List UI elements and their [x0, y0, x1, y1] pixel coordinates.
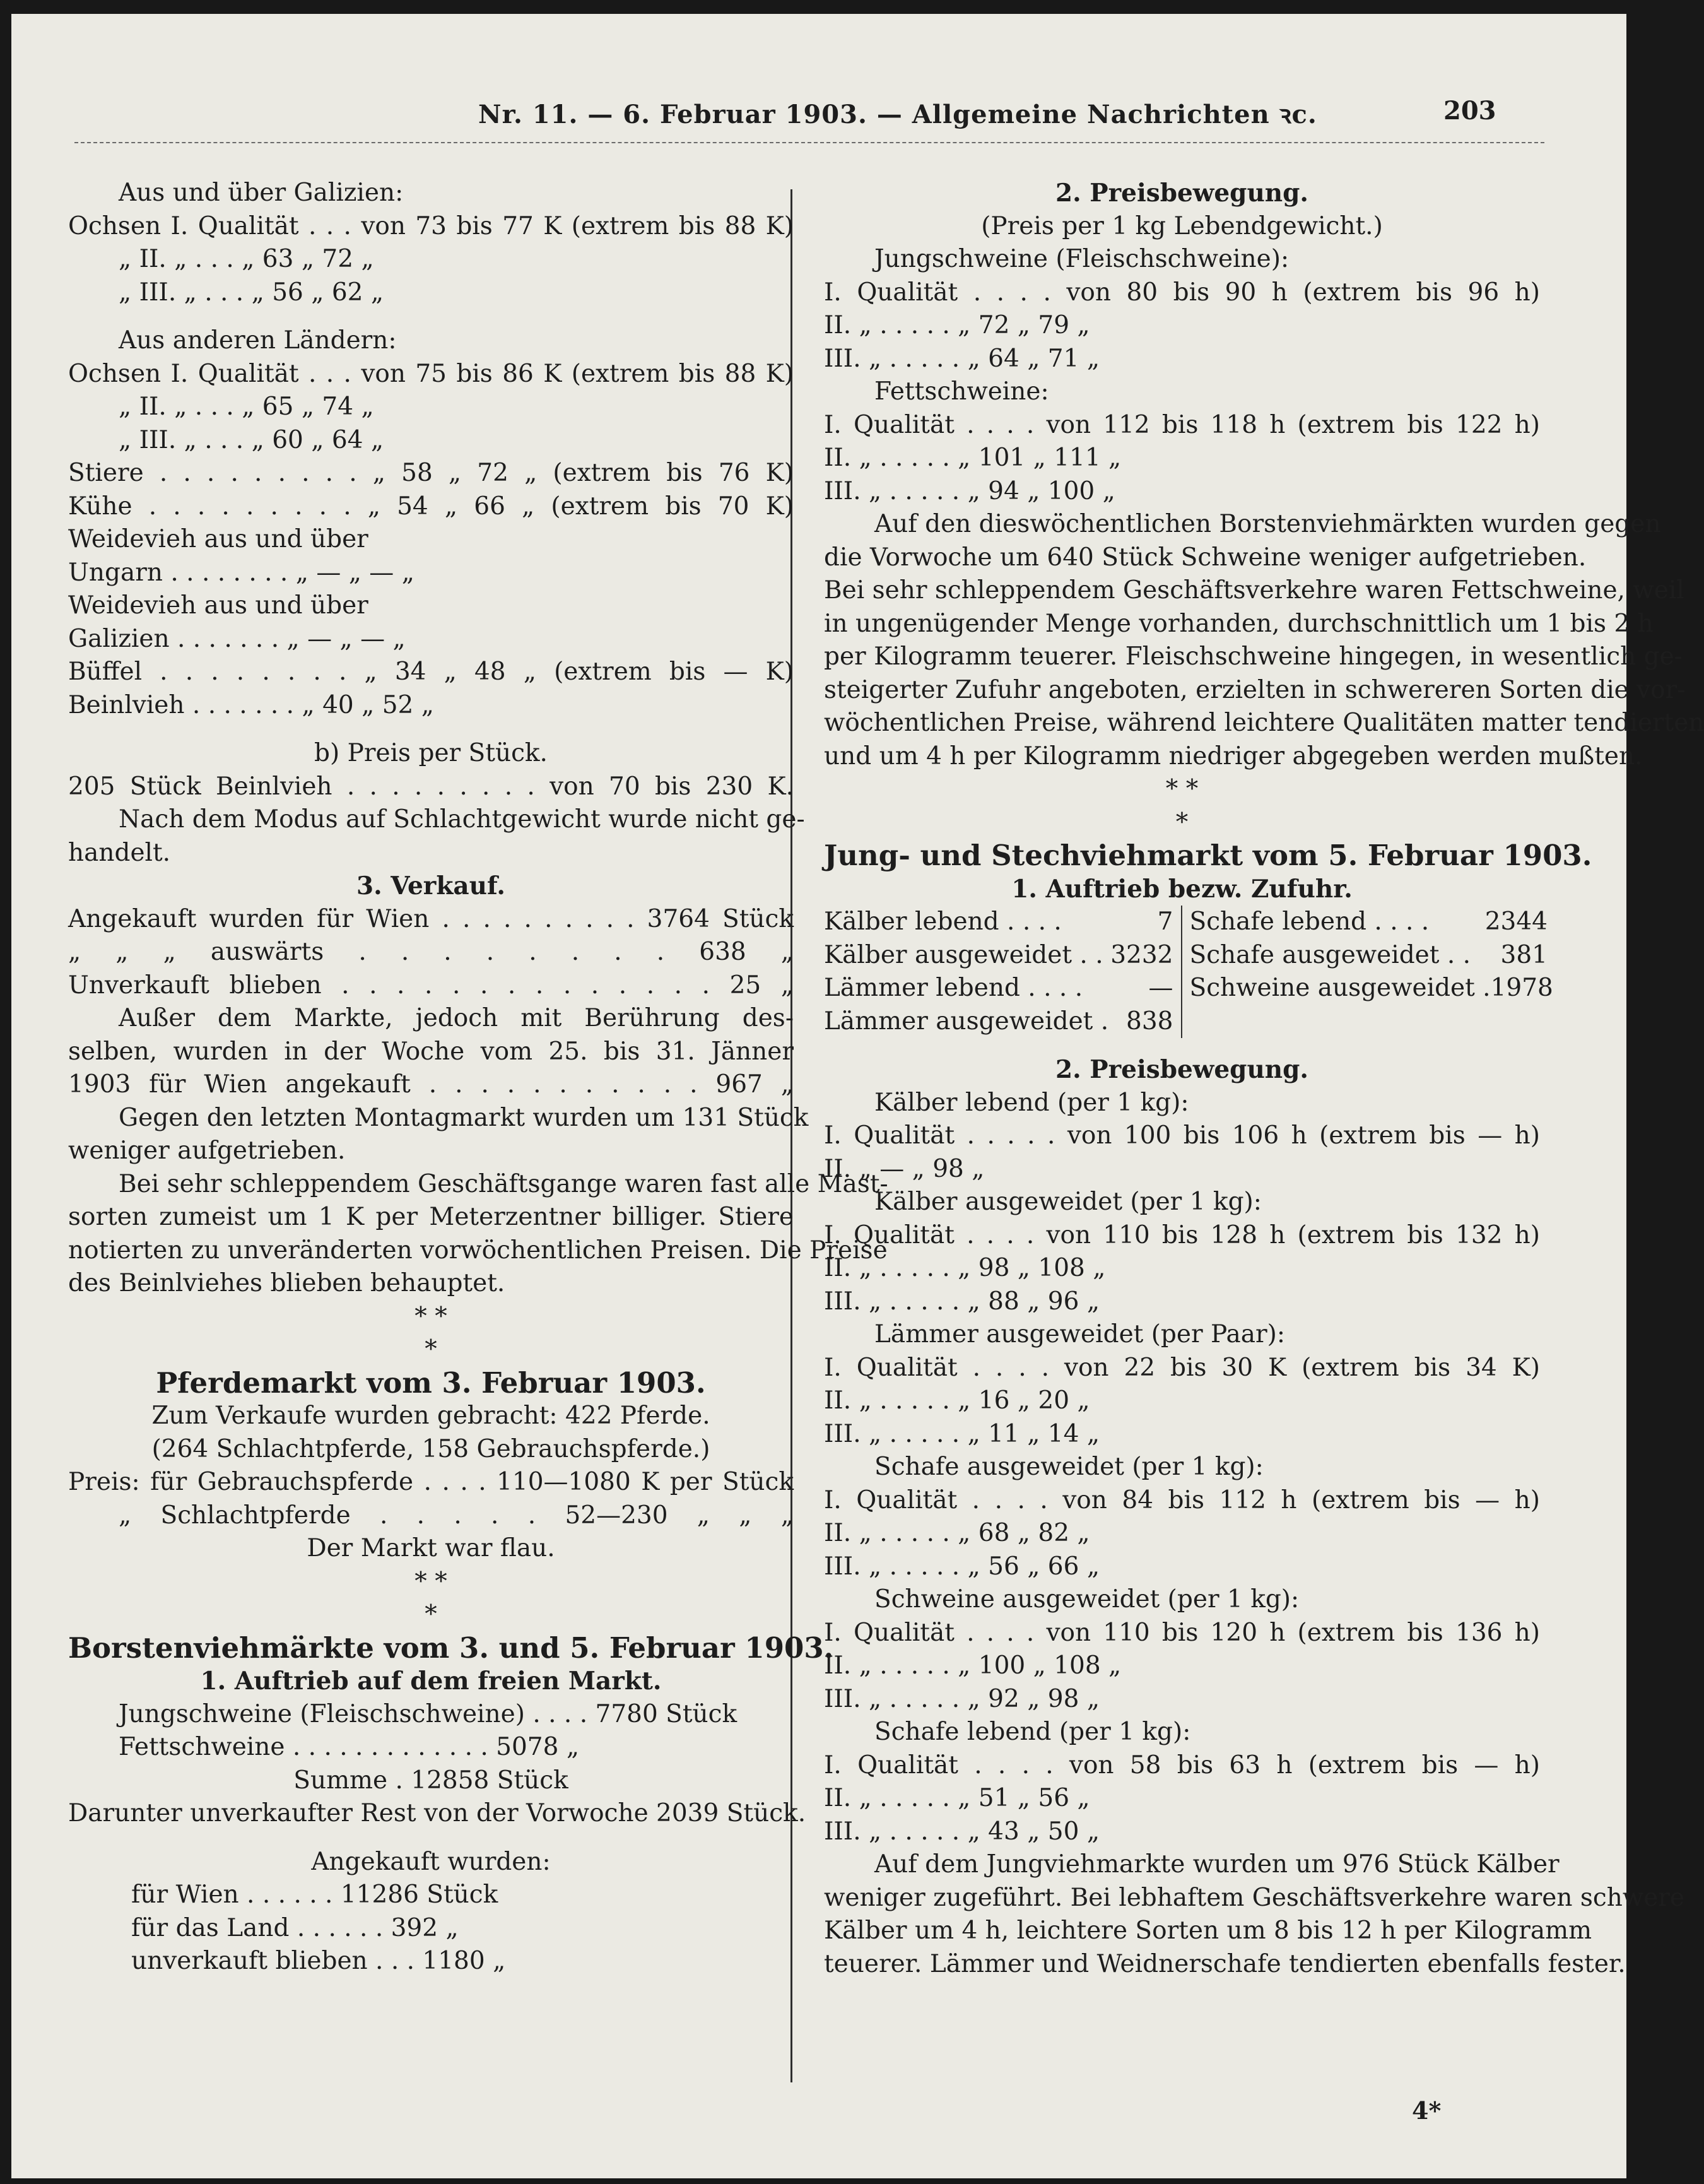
text-line: Ungarn . . . . . . . . „ — „ — „	[68, 558, 414, 587]
text-line: Weidevieh aus und über	[68, 525, 368, 553]
text-line: *	[1175, 808, 1189, 837]
text-line: des Beinlviehes blieben behauptet.	[68, 1269, 505, 1297]
text-line: Kälber lebend (per 1 kg):	[874, 1088, 1189, 1117]
supply-table-left	[824, 906, 1182, 1038]
text-line: Der Markt war flau.	[307, 1534, 555, 1562]
text-line: in ungenügender Menge vorhanden, durchschnittlich um 1 bis 2 h	[824, 609, 1654, 638]
text-line: Schafe ausgeweidet (per 1 kg):	[874, 1453, 1264, 1481]
supply-value: 1978	[1490, 974, 1553, 1002]
text-line: I. Qualität . . . . von 110 bis 128 h (extrem bis 132 h)	[824, 1220, 1540, 1249]
text-line: „ Schlachtpferde . . . . . 52—230 „ „ „	[119, 1501, 794, 1530]
text-line: Schafe lebend (per 1 kg):	[874, 1718, 1191, 1746]
text-line: Büffel . . . . . . . . „ 34 „ 48 „ (extrem bis — K)	[68, 658, 794, 686]
supply-row	[1189, 972, 1553, 1005]
text-line: Auf den dieswöchentlichen Borstenviehmärkten wurden gegen	[874, 510, 1661, 538]
text-line: II. „ . . . . . „ 72 „ 79 „	[824, 311, 1090, 339]
text-line: II. „ — „ 98 „	[824, 1154, 985, 1183]
text-line: III. „ . . . . . „ 11 „ 14 „	[824, 1419, 1100, 1448]
right-column-bottom	[824, 1038, 1685, 1981]
newspaper-page	[11, 14, 1704, 2178]
text-line: und um 4 h per Kilogramm niedriger abgegeben werden mußten.	[824, 741, 1643, 770]
text-line: 3. Verkauf.	[356, 871, 505, 900]
text-line: „ III. „ . . . „ 56 „ 62 „	[119, 278, 384, 307]
text-line: Kälber ausgeweidet (per 1 kg):	[874, 1188, 1262, 1216]
text-line: III. „ . . . . . „ 88 „ 96 „	[824, 1287, 1100, 1316]
text-line: 2. Preisbewegung.	[1055, 1055, 1309, 1084]
supply-row	[824, 972, 1173, 1005]
text-line: Ochsen I. Qualität . . . von 73 bis 77 K (extrem bis 88 K)	[68, 211, 794, 240]
text-line: per Kilogramm teuerer. Fleischschweine hingegen, in wesentlich ge-	[824, 642, 1683, 671]
text-line: Auf dem Jungviehmarkte wurden um 976 Stück Kälber	[874, 1850, 1560, 1879]
signature-mark: 4*	[1412, 2096, 1442, 2125]
text-line: III. „ . . . . . „ 56 „ 66 „	[824, 1552, 1100, 1581]
text-line: Aus anderen Ländern:	[119, 326, 397, 355]
text-line: II. „ . . . . . „ 98 „ 108 „	[824, 1254, 1106, 1282]
text-line: II. „ . . . . . „ 16 „ 20 „	[824, 1386, 1090, 1415]
text-line: 1. Auftrieb bezw. Zufuhr.	[1011, 874, 1353, 904]
text-line: II. „ . . . . . „ 101 „ 111 „	[824, 444, 1122, 472]
text-line: Pferdemarkt vom 3. Februar 1903.	[156, 1366, 706, 1400]
text-line: Darunter unverkaufter Rest von der Vorwoche 2039 Stück.	[68, 1799, 806, 1827]
text-line: (264 Schlachtpferde, 158 Gebrauchspferde.)	[151, 1434, 710, 1463]
page-number: 203	[1443, 96, 1496, 126]
text-line: *	[425, 1335, 437, 1364]
text-line: für Wien . . . . . . 11286 Stück	[131, 1880, 498, 1909]
text-line: Unverkauft blieben . . . . . . . . . . . . . . 25 „	[68, 971, 794, 1000]
spacer	[68, 722, 794, 737]
supply-value: 838	[1126, 1006, 1173, 1036]
supply-table-right	[1182, 906, 1553, 1038]
supply-label: Schweine ausgeweidet .	[1189, 974, 1491, 1002]
text-line: Stiere . . . . . . . . . „ 58 „ 72 „ (extrem bis 76 K)	[68, 459, 794, 487]
supply-value: 7	[1157, 907, 1173, 936]
supply-label: Schafe ausgeweidet . .	[1189, 940, 1471, 969]
text-line: III. „ . . . . . „ 94 „ 100 „	[824, 476, 1115, 505]
text-line: Lämmer ausgeweidet (per Paar):	[874, 1320, 1286, 1349]
text-line: I. Qualität . . . . von 80 bis 90 h (extrem bis 96 h)	[824, 278, 1540, 307]
text-line: I. Qualität . . . . von 22 bis 30 K (extrem bis 34 K)	[824, 1353, 1540, 1382]
supply-table	[824, 906, 1553, 1038]
text-line: I. Qualität . . . . von 110 bis 120 h (extrem bis 136 h)	[824, 1618, 1540, 1647]
text-line: weniger zugeführt. Bei lebhaftem Geschäftsverkehre waren schwere	[824, 1883, 1685, 1912]
text-line: (Preis per 1 kg Lebendgewicht.)	[981, 211, 1383, 240]
text-line: „ „ „ auswärts . . . . . . . . 638 „	[68, 938, 794, 966]
text-line: die Vorwoche um 640 Stück Schweine weniger aufgetrieben.	[824, 543, 1587, 572]
supply-row	[824, 906, 1173, 939]
supply-value: 381	[1500, 940, 1548, 969]
text-line: „ III. „ . . . „ 60 „ 64 „	[119, 425, 384, 454]
text-line: Ochsen I. Qualität . . . von 75 bis 86 K (extrem bis 88 K)	[68, 359, 794, 388]
text-line: III. „ . . . . . „ 64 „ 71 „	[824, 344, 1100, 373]
text-line: „ II. „ . . . „ 65 „ 74 „	[119, 393, 374, 421]
right-column	[824, 177, 1704, 1981]
text-line: * *	[414, 1567, 447, 1596]
spacer	[824, 1038, 1540, 1053]
text-line: Angekauft wurden:	[311, 1847, 551, 1876]
text-line: 1. Auftrieb auf dem freien Markt.	[200, 1667, 662, 1696]
text-line: sorten zumeist um 1 K per Meterzentner billiger. Stiere	[68, 1203, 794, 1231]
supply-row	[1190, 939, 1548, 972]
text-line: Summe . 12858 Stück	[293, 1766, 568, 1795]
text-line: Bei sehr schleppendem Geschäftsverkehre waren Fettschweine, weil	[824, 576, 1684, 605]
supply-label: Schafe lebend . . . .	[1189, 907, 1430, 936]
text-line: I. Qualität . . . . . von 100 bis 106 h (extrem bis — h)	[824, 1121, 1540, 1150]
text-line: Kälber um 4 h, leichtere Sorten um 8 bis 12 h per Kilogramm	[824, 1916, 1592, 1945]
text-line: steigerter Zufuhr angeboten, erzielten in schwereren Sorten die vor-	[824, 675, 1686, 704]
supply-row	[824, 1005, 1173, 1039]
text-line: „ II. „ . . . „ 63 „ 72 „	[119, 245, 374, 273]
supply-label: Kälber ausgeweidet . .	[824, 940, 1103, 969]
right-column-top	[824, 177, 1704, 906]
supply-value: —	[1148, 974, 1173, 1002]
text-line: * *	[1165, 775, 1199, 803]
text-line: selben, wurden in der Woche vom 25. bis 31. Jänner	[68, 1037, 794, 1066]
text-line: Kühe . . . . . . . . . „ 54 „ 66 „ (extrem bis 70 K)	[68, 492, 794, 521]
text-line: wöchentlichen Preise, während leichtere Qualitäten matter tendierten	[824, 709, 1704, 737]
supply-label: Lämmer lebend . . . .	[824, 974, 1083, 1002]
text-line: Jung- und Stechviehmarkt vom 5. Februar 1903.	[824, 839, 1592, 872]
text-line: b) Preis per Stück.	[314, 739, 548, 767]
text-line: Bei sehr schleppendem Geschäftsgange waren fast alle Mast-	[119, 1169, 888, 1198]
text-line: III. „ . . . . . „ 43 „ 50 „	[824, 1817, 1100, 1846]
supply-label: Lämmer ausgeweidet .	[824, 1006, 1109, 1036]
supply-row	[824, 939, 1173, 972]
text-line: Weidevieh aus und über	[68, 591, 368, 620]
supply-value: 3232	[1110, 940, 1173, 969]
text-line: II. „ . . . . . „ 68 „ 82 „	[824, 1519, 1090, 1547]
spacer	[68, 1831, 794, 1846]
text-line: Fettschweine:	[874, 377, 1049, 406]
text-line: Angekauft wurden für Wien . . . . . . . . . . 3764 Stück	[68, 904, 794, 933]
text-line: Preis: für Gebrauchspferde . . . . 110—1080 K per Stück	[68, 1468, 794, 1496]
text-line: 1903 für Wien angekauft . . . . . . . . . . . 967 „	[68, 1070, 794, 1099]
text-line: Beinlvieh . . . . . . . „ 40 „ 52 „	[68, 690, 434, 719]
text-line: teuerer. Lämmer und Weidnerschafe tendierten ebenfalls fester.	[824, 1949, 1626, 1978]
text-line: I. Qualität . . . . von 58 bis 63 h (extrem bis — h)	[824, 1750, 1540, 1780]
supply-row	[1190, 906, 1548, 939]
text-line: I. Qualität . . . . von 84 bis 112 h (extrem bis — h)	[824, 1485, 1540, 1514]
text-line: III. „ . . . . . „ 92 „ 98 „	[824, 1684, 1100, 1713]
text-line: Fettschweine . . . . . . . . . . . . . 5078 „	[119, 1733, 580, 1761]
text-line: Außer dem Markte, jedoch mit Berührung des-	[119, 1004, 794, 1032]
text-line: Galizien . . . . . . . „ — „ — „	[68, 624, 406, 653]
text-line: II. „ . . . . . „ 51 „ 56 „	[824, 1784, 1090, 1812]
spacer	[68, 309, 794, 324]
text-line: 205 Stück Beinlvieh . . . . . . . . . von 70 bis 230 K.	[68, 772, 794, 801]
text-line: *	[425, 1600, 437, 1629]
text-line: für das Land . . . . . . 392 „	[131, 1913, 459, 1942]
text-line: Aus und über Galizien:	[119, 179, 404, 207]
text-line: handelt.	[68, 838, 171, 867]
text-line: Schweine ausgeweidet (per 1 kg):	[874, 1585, 1300, 1614]
text-line: Gegen den letzten Montagmarkt wurden um 131 Stück	[119, 1103, 809, 1132]
text-line: I. Qualität . . . . von 112 bis 118 h (extrem bis 122 h)	[824, 410, 1540, 439]
text-line: Jungschweine (Fleischschweine) . . . . 7780 Stück	[119, 1699, 737, 1728]
supply-label: Kälber lebend . . . .	[824, 907, 1062, 936]
text-line: 2. Preisbewegung.	[1055, 179, 1309, 208]
supply-value: 2344	[1484, 907, 1548, 936]
running-header: Nr. 11. — 6. Februar 1903. — Allgemeine Nachrichten ꝛc.	[478, 100, 1317, 129]
left-column	[68, 177, 888, 1978]
text-line: Nach dem Modus auf Schlachtgewicht wurde nicht ge-	[119, 805, 805, 834]
text-line: Borstenviehmärkte vom 3. und 5. Februar 1903.	[68, 1631, 834, 1665]
text-line: notierten zu unveränderten vorwöchentlichen Preisen. Die Preise	[68, 1236, 888, 1265]
text-line: II. „ . . . . . „ 100 „ 108 „	[824, 1651, 1122, 1680]
text-line: weniger aufgetrieben.	[68, 1136, 346, 1165]
text-line: * *	[414, 1302, 447, 1331]
header-rule	[74, 142, 1544, 143]
text-line: Jungschweine (Fleischschweine):	[874, 245, 1290, 273]
text-line: unverkauft blieben . . . 1180 „	[131, 1947, 506, 1975]
text-line: Zum Verkaufe wurden gebracht: 422 Pferde.	[151, 1402, 710, 1430]
